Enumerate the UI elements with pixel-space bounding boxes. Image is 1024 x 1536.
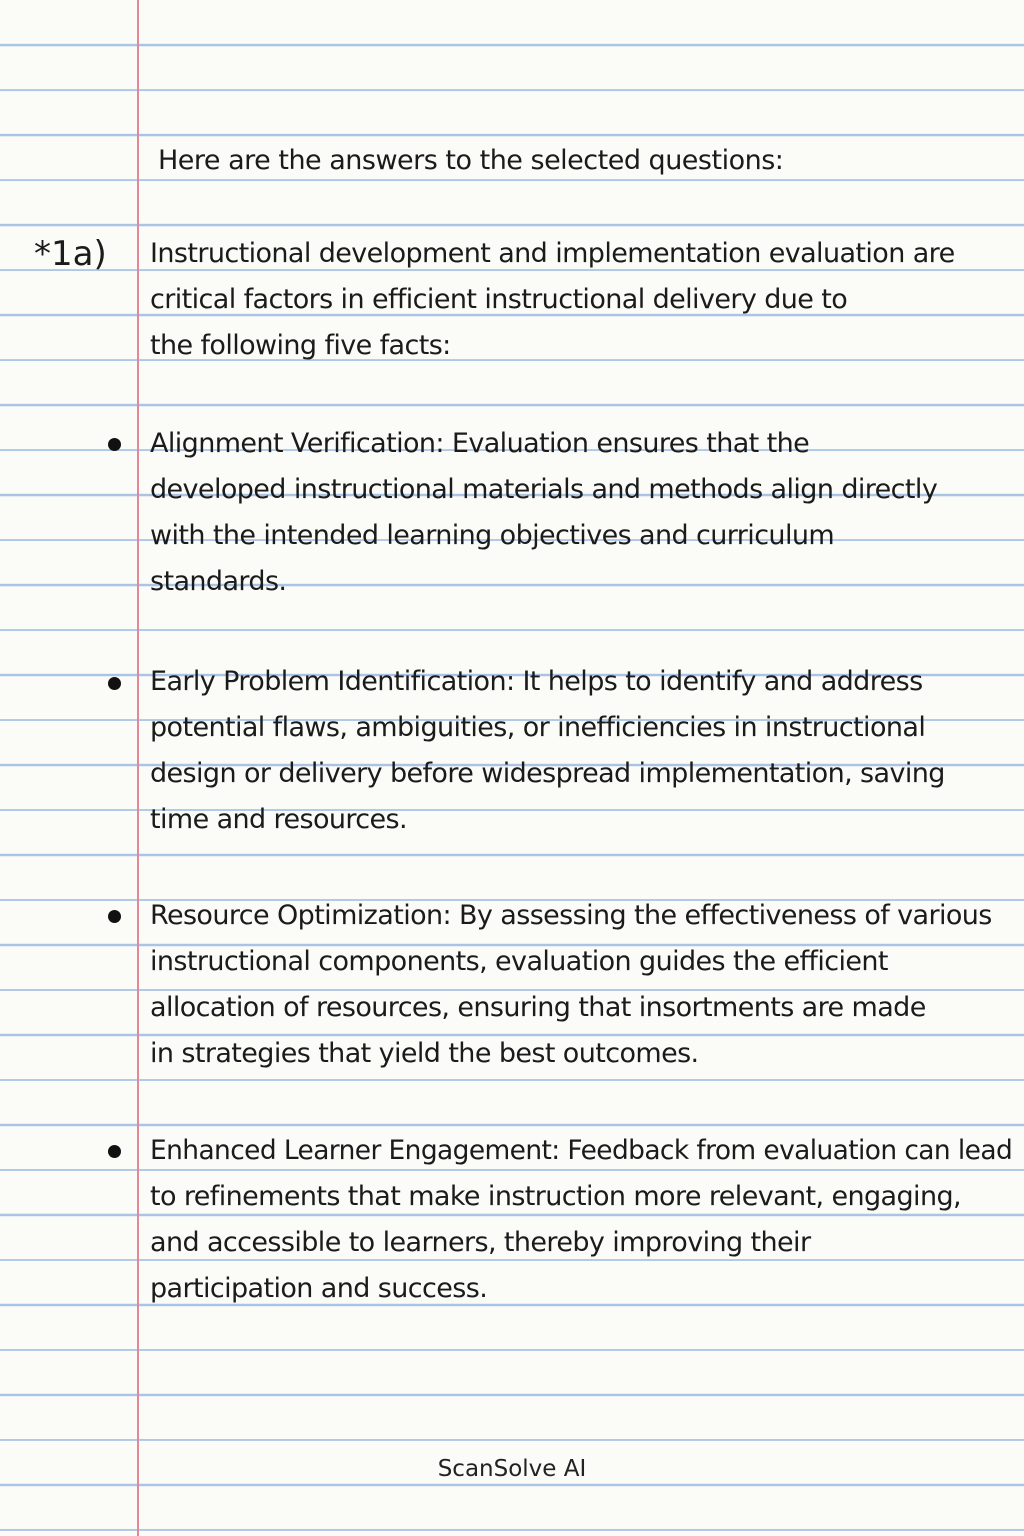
bullet-line: design or delivery before widespread implementation, saving (150, 758, 945, 789)
bullet-line: standards. (150, 566, 287, 597)
bullet-line: Early Problem Identification: It helps to identify and address (150, 666, 923, 697)
bullet-dot (108, 1145, 121, 1158)
question-label: *1a) (34, 234, 107, 274)
bullet-line: Resource Optimization: By assessing the effectiveness of various (150, 900, 992, 931)
bullet-dot (108, 910, 121, 923)
bullet-line: developed instructional materials and methods align directly (150, 474, 938, 505)
question-line: Instructional development and implementation evaluation are (150, 238, 955, 269)
bullet-dot (108, 677, 121, 690)
bullet-line: potential flaws, ambiguities, or inefficiencies in instructional (150, 712, 926, 743)
bullet-line: in strategies that yield the best outcomes. (150, 1038, 699, 1069)
bullet-line: and accessible to learners, thereby improving their (150, 1227, 811, 1258)
question-line: the following five facts: (150, 330, 451, 361)
bullet-line: to refinements that make instruction more relevant, engaging, (150, 1181, 961, 1212)
bullet-line: participation and success. (150, 1273, 488, 1304)
bullet-line: Alignment Verification: Evaluation ensures that the (150, 428, 810, 459)
bullet-line: Enhanced Learner Engagement: Feedback from evaluation can lead (150, 1135, 1013, 1166)
bullet-line: instructional components, evaluation guides the efficient (150, 946, 888, 977)
intro-text: Here are the answers to the selected questions: (158, 145, 784, 176)
footer-watermark: ScanSolve AI (437, 1456, 587, 1482)
bullet-dot (108, 438, 121, 451)
margin-line (137, 0, 139, 1536)
question-line: critical factors in efficient instructional delivery due to (150, 284, 848, 315)
bullet-line: with the intended learning objectives and curriculum (150, 520, 835, 551)
bullet-line: time and resources. (150, 804, 407, 835)
bullet-line: allocation of resources, ensuring that insortments are made (150, 992, 926, 1023)
